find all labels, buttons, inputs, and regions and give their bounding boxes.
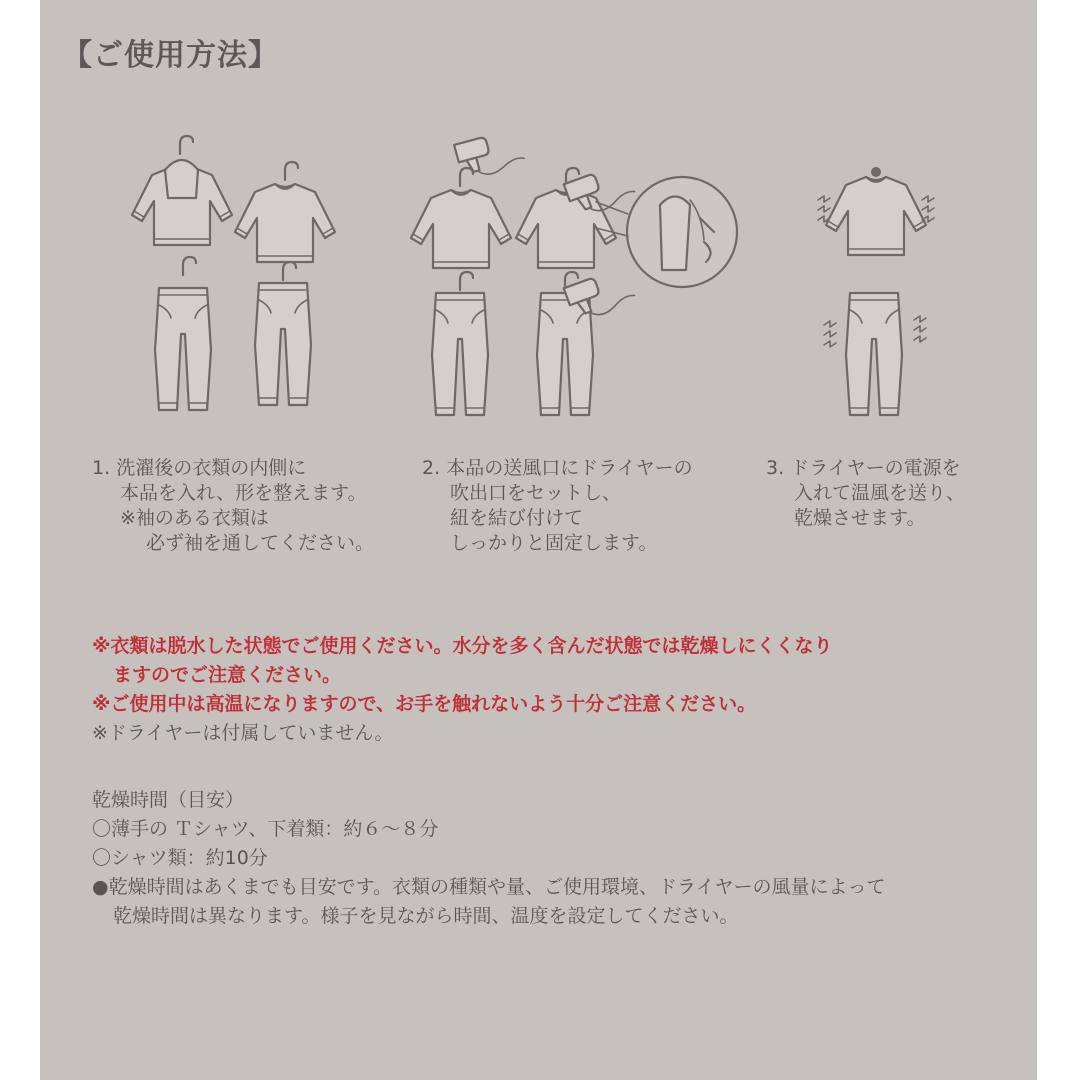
pants-icon [155,288,211,410]
warm-air-icon [824,321,836,347]
drying-time-note-line1: ●乾燥時間はあくまでも目安です。衣類の種類や量、ご使用環境、ドライヤーの風量によって [92,876,886,898]
caution-dehydrate-line2: ますのでご注意ください。 [113,664,342,686]
drying-time-heading: 乾燥時間（目安） [92,789,245,811]
pants-icon [846,293,902,415]
caution-dehydrate-line1: ※衣類は脱水した状態でご使用ください。水分を多く含んだ状態では乾燥しにくくなり [92,635,833,657]
hanger-icon [283,262,296,280]
warm-air-icon [818,196,830,222]
step-1-caption: 1. 洗濯後の衣類の内側に 本品を入れ、形を整えます。 ※袖のある衣類は 必ず袖を通してください。 [92,457,375,554]
magnified-detail-icon [596,177,737,287]
hanger-icon [183,257,196,275]
note-dryer-not-included: ※ドライヤーは付属していません。 [92,722,394,744]
hanger-icon [460,272,473,290]
step3-illustration [818,167,934,415]
hair-dryer-icon [454,128,526,181]
hanger-icon [460,168,473,186]
insert-pouch-icon [165,160,198,198]
drying-time-note-line2: 乾燥時間は異なります。様子を見ながら時間、温度を設定してください。 [113,905,739,927]
shirt-icon [826,177,926,255]
step-2-caption: 2. 本品の送風口にドライヤーの 吹出口をセットし、 紐を結び付けて しっかりと固定します。 [422,457,693,554]
shirt-icon [235,184,335,262]
drying-time-item-tshirt: 〇薄手の Ｔシャツ、下着類：約６～８分 [92,818,439,840]
caution-high-temp: ※ご使用中は高温になりますので、お手を触れないよう十分ご注意ください。 [92,693,757,715]
pants-icon [432,293,488,415]
drying-time-section [92,786,886,931]
warm-air-icon [922,196,934,222]
drying-time-item-shirt: 〇シャツ類：約10分 [92,847,268,869]
caution-notes [92,632,832,748]
pants-icon [255,283,311,405]
hanger-icon [285,162,298,180]
shirt-icon [411,190,511,268]
warm-air-icon [914,316,926,342]
step1-illustration [132,136,335,410]
hanger-icon [180,136,193,154]
page-title: 【ご使用方法】 [62,38,279,73]
step2-illustration [411,128,737,415]
step-3-caption: 3. ドライヤーの電源を 入れて温風を送り、 乾燥させます。 [766,457,966,529]
